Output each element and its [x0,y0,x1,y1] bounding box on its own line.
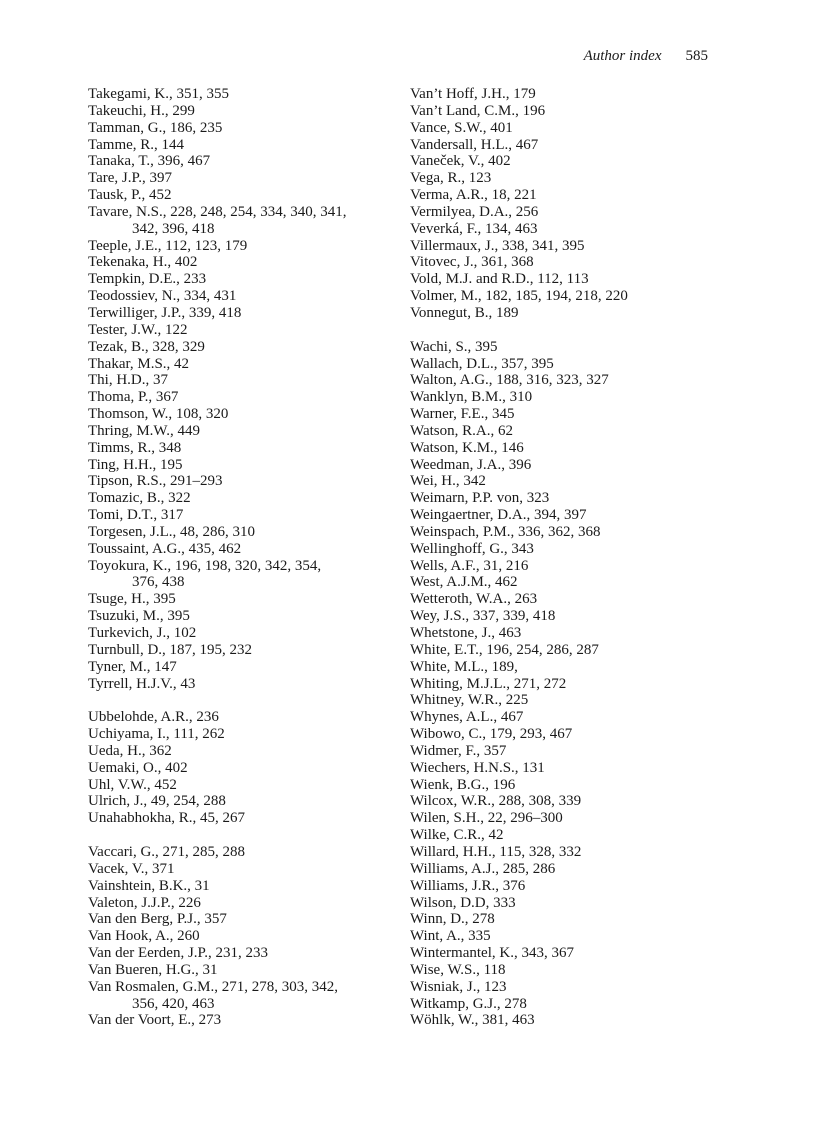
running-head-title: Author index [583,48,662,64]
index-entry [88,895,388,912]
index-entry-text: Widmer, F., 357 [410,742,507,759]
index-entry [410,945,710,962]
index-entry [410,962,710,979]
index-entry-text: Ulrich, J., 49, 254, 288 [88,793,226,810]
index-entry-continuation: 356, 420, 463 [132,995,215,1012]
index-entry [88,810,388,827]
index-entry-text: Terwilliger, J.P., 339, 418 [88,304,242,321]
index-entry-text: Wienk, B.G., 196 [410,776,516,793]
index-entry-text: Van der Voort, E., 273 [88,1012,222,1029]
index-entry [410,406,710,423]
index-entry [410,153,710,170]
index-entry-text: Tempkin, D.E., 233 [88,271,207,288]
index-entry [410,305,710,322]
index-entry [410,709,710,726]
index-entry-text: West, A.J.M., 462 [410,574,518,591]
index-entry [410,137,710,154]
index-entry [88,591,388,608]
index-entry [410,793,710,810]
index-entry [88,254,388,271]
index-entry-text: Tomi, D.T., 317 [88,507,184,524]
index-entry [88,979,388,1013]
index-entry [410,507,710,524]
index-entry-text: Tester, J.W., 122 [88,321,188,338]
index-entry [410,490,710,507]
index-entry [88,524,388,541]
index-entry [88,137,388,154]
index-entry-text: Walton, A.G., 188, 316, 323, 327 [410,372,609,389]
index-entry [88,457,388,474]
index-entry [88,170,388,187]
index-entry [88,339,388,356]
index-entry [88,423,388,440]
index-column-right [410,86,710,1029]
index-entry-text: Uchiyama, I., 111, 262 [88,726,225,743]
index-entry [410,356,710,373]
index-entry [88,962,388,979]
index-entry-text: Ting, H.H., 195 [88,456,183,473]
index-entry [88,709,388,726]
index-entry-text: Van Hook, A., 260 [88,928,200,945]
index-entry-text: Tsuge, H., 395 [88,591,176,608]
index-entry-text: Wilen, S.H., 22, 296–300 [410,810,563,827]
index-entry [410,440,710,457]
index-entry-text: Wilke, C.R., 42 [410,827,504,844]
index-entry [88,103,388,120]
index-entry [88,659,388,676]
index-entry-text: Van den Berg, P.J., 357 [88,911,227,928]
index-entry [410,1012,710,1029]
index-entry-text: Uemaki, O., 402 [88,759,188,776]
index-entry [410,372,710,389]
index-entry [410,827,710,844]
letter-group-gap [88,692,388,709]
index-entry-text: Thoma, P., 367 [88,389,179,406]
index-entry-text: Watson, R.A., 62 [410,422,513,439]
index-entry [410,625,710,642]
index-entry-text: Ueda, H., 362 [88,742,172,759]
index-entry-text: Wallach, D.L., 357, 395 [410,355,554,372]
index-entry [410,187,710,204]
index-entry-text: Vaneček, V., 402 [410,153,511,170]
index-entry [88,793,388,810]
index-entry [88,642,388,659]
index-entry [410,221,710,238]
index-entry [410,389,710,406]
index-entry-text: Toyokura, K., 196, 198, 320, 342, 354, [88,557,322,574]
index-entry [410,979,710,996]
index-entry-text: Turkevich, J., 102 [88,625,197,641]
index-entry-text: Van der Eerden, J.P., 231, 233 [88,945,268,962]
page-number: 585 [685,48,708,64]
letter-group-gap [410,322,710,339]
index-entry-text: Uhl, V.W., 452 [88,776,177,793]
index-entry-text: Thakar, M.S., 42 [88,355,190,372]
index-entry-text: Whitney, W.R., 225 [410,692,529,709]
index-entry [88,271,388,288]
running-head [584,47,708,65]
index-entry-text: Vaccari, G., 271, 285, 288 [88,843,246,860]
index-entry [88,204,388,238]
index-entry [410,473,710,490]
index-entry [88,760,388,777]
index-entry-text: Tare, J.P., 397 [88,170,172,187]
index-entry-text: Toussaint, A.G., 435, 462 [88,540,242,557]
index-entry-text: Weingaertner, D.A., 394, 397 [410,507,587,524]
index-entry-text: Vainshtein, B.K., 31 [88,877,210,894]
index-entry-text: Vold, M.J. and R.D., 112, 113 [410,271,589,288]
index-entry [88,356,388,373]
index-entry-text: Tomazic, B., 322 [88,490,191,507]
index-entry [410,777,710,794]
index-entry-text: Thi, H.D., 37 [88,372,168,389]
index-entry [88,861,388,878]
index-entry [410,120,710,137]
index-column-left [88,86,388,1029]
index-entry [410,457,710,474]
index-entry-text: Wanklyn, B.M., 310 [410,389,533,406]
index-entry [88,911,388,928]
index-entry-text: Thring, M.W., 449 [88,422,200,439]
index-entry-text: Van Rosmalen, G.M., 271, 278, 303, 342, [88,978,338,995]
index-entry-text: Tamman, G., 186, 235 [88,119,223,136]
index-entry-text: Takeuchi, H., 299 [88,102,195,119]
index-entry-text: Turnbull, D., 187, 195, 232 [88,641,253,658]
index-entry-text: Veverká, F., 134, 463 [410,220,538,237]
index-entry-text: Whetstone, J., 463 [410,625,522,641]
index-entry-text: Wisniak, J., 123 [410,978,507,995]
index-entry-text: Vega, R., 123 [410,170,492,187]
index-entry-text: Vonnegut, B., 189 [410,304,519,321]
index-entry-continuation: 342, 396, 418 [132,220,215,237]
index-entry [88,541,388,558]
index-entry [410,743,710,760]
index-entry-text: Wint, A., 335 [410,928,491,945]
index-entry-text: Warner, F.E., 345 [410,406,515,423]
index-entry-text: Torgesen, J.L., 48, 286, 310 [88,523,255,540]
index-entry [410,878,710,895]
index-entry-text: Vermilyea, D.A., 256 [410,203,539,220]
index-entry [88,238,388,255]
index-entry-text: Winn, D., 278 [410,911,495,928]
index-entry [410,861,710,878]
index-entry-text: Weedman, J.A., 396 [410,456,532,473]
index-entry [410,608,710,625]
index-entry [410,591,710,608]
index-entry-text: Wiechers, H.N.S., 131 [410,759,545,776]
index-entry [88,1012,388,1029]
index-entry-text: Tezak, B., 328, 329 [88,338,205,355]
index-entry-continuation: 376, 438 [132,574,185,591]
index-entry-text: Wintermantel, K., 343, 367 [410,945,574,962]
index-entry [88,187,388,204]
index-entry-text: Valeton, J.J.P., 226 [88,894,201,911]
index-entry-text: Thomson, W., 108, 320 [88,406,229,423]
index-entry-text: White, M.L., 189, [410,658,518,675]
index-entry [88,878,388,895]
letter-group-gap [88,827,388,844]
index-entry-text: Vance, S.W., 401 [410,119,513,136]
index-entry-text: Wachi, S., 395 [410,338,498,355]
index-entry [88,372,388,389]
index-entry [88,676,388,693]
index-entry-text: Ubbelohde, A.R., 236 [88,709,219,726]
index-entry [410,676,710,693]
index-entry [410,86,710,103]
index-entry [410,170,710,187]
index-entry-text: Teeple, J.E., 112, 123, 179 [88,237,248,254]
index-entry-text: Wöhlk, W., 381, 463 [410,1012,535,1029]
index-entry [88,507,388,524]
index-entry-text: Timms, R., 348 [88,439,182,456]
index-entry [88,777,388,794]
index-entry [410,204,710,221]
index-entry-text: White, E.T., 196, 254, 286, 287 [410,641,599,658]
index-entry-text: Vandersall, H.L., 467 [410,136,539,153]
index-entry [88,288,388,305]
index-entry-text: Willard, H.H., 115, 328, 332 [410,843,582,860]
index-entry [88,120,388,137]
index-entry [88,608,388,625]
index-entry-text: Verma, A.R., 18, 221 [410,187,537,204]
index-entry [88,322,388,339]
index-entry [88,726,388,743]
index-entry [410,659,710,676]
index-entry-text: Williams, J.R., 376 [410,877,526,894]
index-entry-text: Teodossiev, N., 334, 431 [88,288,237,305]
index-entry-text: Van’t Hoff, J.H., 179 [410,86,536,102]
index-entry-text: Wei, H., 342 [410,473,486,490]
index-entry [410,692,710,709]
index-entry-text: Williams, A.J., 285, 286 [410,860,556,877]
index-entry-text: Whiting, M.J.L., 271, 272 [410,675,567,692]
index-entry-text: Weinspach, P.M., 336, 362, 368 [410,523,601,540]
index-entry-text: Tamme, R., 144 [88,136,185,153]
index-entry-text: Takegami, K., 351, 355 [88,86,230,102]
index-entry [410,844,710,861]
index-entry-text: Van’t Land, C.M., 196 [410,102,546,119]
index-entry-text: Wells, A.F., 31, 216 [410,557,529,574]
index-entry [88,406,388,423]
index-entry [410,810,710,827]
index-entry [88,86,388,103]
index-entry [88,625,388,642]
index-entry-text: Tanaka, T., 396, 467 [88,153,211,170]
index-entry [88,473,388,490]
index-entry [88,945,388,962]
index-entry [410,558,710,575]
index-entry-text: Volmer, M., 182, 185, 194, 218, 220 [410,288,628,305]
index-entry [410,642,710,659]
index-entry [410,911,710,928]
index-entry [88,743,388,760]
index-entry [410,238,710,255]
index-entry [88,844,388,861]
index-entry [410,103,710,120]
index-entry [410,895,710,912]
index-entry-text: Witkamp, G.J., 278 [410,995,527,1012]
index-entry-text: Van Bueren, H.G., 31 [88,961,218,978]
index-entry [88,928,388,945]
index-entry [410,339,710,356]
index-entry [410,574,710,591]
index-entry-text: Wibowo, C., 179, 293, 467 [410,726,573,743]
index-entry [410,271,710,288]
index-entry [410,254,710,271]
index-entry [88,389,388,406]
index-entry-text: Wetteroth, W.A., 263 [410,591,538,608]
index-entry [88,440,388,457]
index-entry-text: Wise, W.S., 118 [410,961,506,978]
index-entry-text: Watson, K.M., 146 [410,439,524,456]
index-entry-text: Wilcox, W.R., 288, 308, 339 [410,793,582,810]
index-entry [410,996,710,1013]
index-entry-text: Tsuzuki, M., 395 [88,608,190,625]
index-entry [88,305,388,322]
index-entry-text: Unahabhokha, R., 45, 267 [88,810,246,827]
index-entry [88,490,388,507]
index-entry [410,928,710,945]
index-entry-text: Tyrrell, H.J.V., 43 [88,675,196,692]
index-entry [88,153,388,170]
index-entry-text: Tekenaka, H., 402 [88,254,198,271]
index-entry-text: Vitovec, J., 361, 368 [410,254,534,271]
index-entry [410,726,710,743]
index-entry [410,423,710,440]
index-entry [410,524,710,541]
index-entry-text: Wellinghoff, G., 343 [410,540,534,557]
index-entry-text: Wilson, D.D, 333 [410,894,516,911]
index-entry-text: Villermaux, J., 338, 341, 395 [410,237,585,254]
index-entry-text: Whynes, A.L., 467 [410,709,524,726]
index-entry [410,288,710,305]
index-entry-text: Vacek, V., 371 [88,860,175,877]
index-entry [410,760,710,777]
index-entry-text: Weimarn, P.P. von, 323 [410,490,550,507]
index-entry-text: Tyner, M., 147 [88,658,177,675]
index-entry-text: Tipson, R.S., 291–293 [88,473,223,490]
index-entry-text: Wey, J.S., 337, 339, 418 [410,608,556,625]
index-entry-text: Tausk, P., 452 [88,187,172,204]
index-entry [410,541,710,558]
index-entry [88,558,388,592]
index-entry-text: Tavare, N.S., 228, 248, 254, 334, 340, 341, [88,203,347,220]
